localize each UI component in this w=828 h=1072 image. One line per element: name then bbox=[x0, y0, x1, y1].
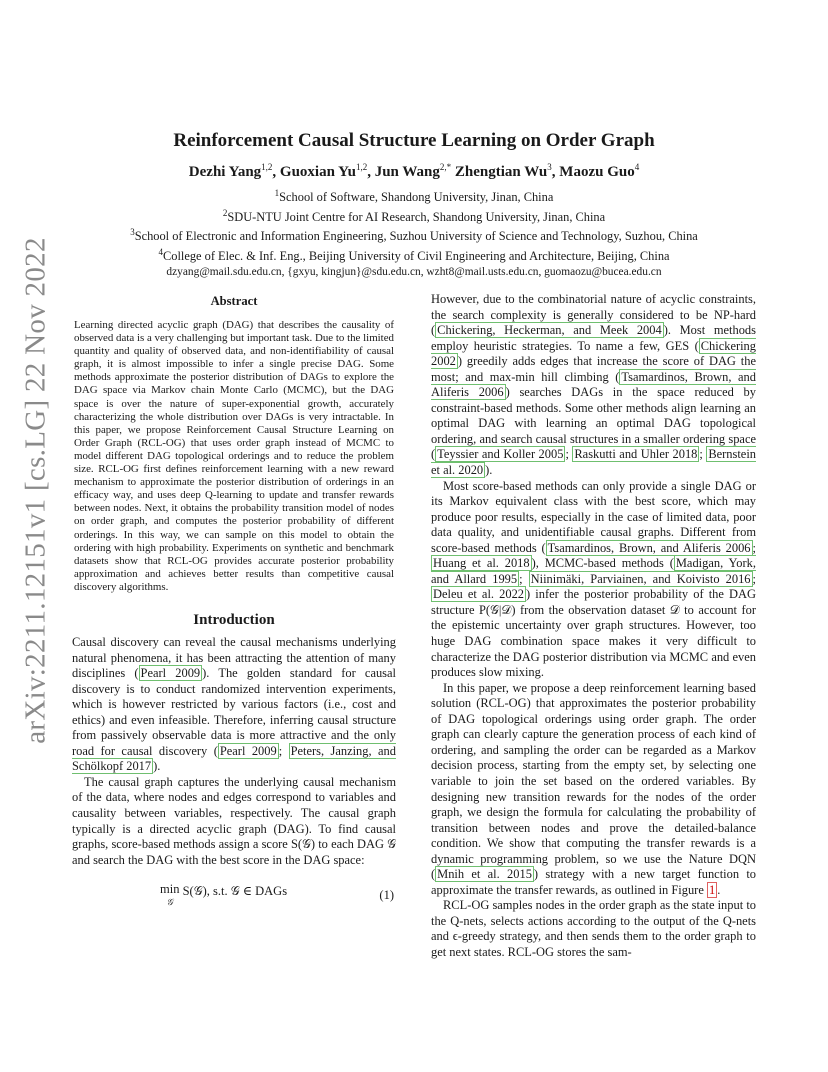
citation-link[interactable]: Madigan, York, and Allard 1995 bbox=[431, 556, 756, 586]
citation-link[interactable]: Pearl 2009 bbox=[140, 666, 201, 681]
citation-link[interactable]: Niinimäki, Parviainen, and Koivisto 2016 bbox=[530, 571, 751, 586]
equation-expression: S(𝒢), s.t. 𝒢 ∈ DAGs bbox=[182, 883, 288, 898]
author-name: Maozu Guo bbox=[559, 164, 635, 180]
citation-link[interactable]: Huang et al. 2018 bbox=[433, 556, 530, 571]
citation-link[interactable]: Pearl 2009 bbox=[219, 743, 277, 758]
abstract-text: Learning directed acyclic graph (DAG) that describes the causality of observed data is a very challenging but important task. Due to the limited quantity and quality of observed data, and non-identifiability of causal graph, it is almost impossible to infer a single precise DAG. Some methods approximate the posterior distribution of DAGs to explore the DAG space via Markov chain Monte Carlo (MCMC), but the DAG space is over the nature of super-exponential growth, accurately characterizing the whole distribution over DAGs is very intractable. In this paper, we propose Reinforcement Causal Structure Learning on Order Graph (RCL-OG) that uses order graph instead of MCMC to model different DAG topological orderings and to reduce the problem size. RCL-OG first defines reinforcement learning with a new reward mechanism to approximate the posterior distribution of orderings in an efficacy way, and uses deep Q-learning to update and transfer rewards between nodes. Next, it obtains the probability transition model of nodes on order graph, and computes the posterior probability of different orderings. In this way, we can sample on this model to obtain the ordering with high probability. Experiments on synthetic and benchmark datasets show that RCL-OG provides accurate posterior probability approximation and achieves better results than competitive causal discovery algorithms. bbox=[74, 319, 394, 593]
intro-paragraph-4: Most score-based methods can only provide a single DAG or its Markov equivalent class with the best score, which may produce poor results, especially in the case of limited data, poor data quality, and unidentifiable causal graphs. Different from score-based methods ( Tsamardinos, Brown, and Aliferis 2006 ; Huang et al. 2018 ), MCMC-based methods ( Madigan, York, and Allard 1995 ; Niinimäki, Parviainen, and Koivisto 2016 ; Deleu et al. 2022 ) infer the posterior probability of the DAG structure P(𝒢|𝒟) from the observation dataset 𝒟 to account for the epistemic uncertainty over graph structures. However, too huge DAG combination space makes it very difficult to characterize the DAG posterior distribution via MCMC and even produces slow mixing. bbox=[431, 478, 756, 680]
author-list: Dezhi Yang$^{1,2}$, Guoxian Yu$^{1,2}$, Jun Wang$^{2,*}$ Zhengtian Wu$^3$, Maozu Guo$^4$ bbox=[188, 162, 640, 180]
right-column bbox=[431, 292, 756, 961]
equation-number: (1) bbox=[379, 887, 394, 902]
introduction-heading: Introduction bbox=[193, 611, 275, 628]
figure-reference-link[interactable]: 1 bbox=[708, 882, 716, 897]
citation-link[interactable]: Deleu et al. 2022 bbox=[433, 587, 525, 602]
affiliation-line: $^2$SDU-NTU Joint Centre for AI Research, Shandong University, Jinan, China bbox=[222, 207, 606, 224]
affiliation-mark: 2 bbox=[222, 207, 228, 218]
affiliation-line: $^3$School of Electronic and Information Engineering, Suzhou University of Science and Technology, Suzhou, China bbox=[130, 227, 698, 244]
abstract-heading: Abstract bbox=[210, 294, 258, 308]
affiliation-list bbox=[72, 186, 756, 265]
arxiv-side-stamp bbox=[16, 236, 56, 744]
citation-link[interactable]: Chickering 2002 bbox=[431, 338, 756, 369]
intro-paragraph-1: Causal discovery can reveal the causal mechanisms underlying natural phenomena, it has been attracting the attention of many disciplines ( Pearl 2009 ). The golden standard for causal discovery is to conduct randomized intervention experiments, which is however restricted by various factors (i.e., cost and ethics) and even infeasible. Therefore, inferring causal structure from passively observable data is more attractive and the only road for causal discovery ( Pearl 2009 ; Peters, Janzing, and Schölkopf 2017 ). bbox=[72, 634, 396, 774]
equation-1 bbox=[72, 882, 396, 908]
intro-paragraph-6: RCL-OG samples nodes in the order graph as the state input to the Q-nets, selects actions according to the output of the Q-nets and ϵ-greedy strategy, and then sends them to the order graph to get next states. RCL-OG stores the sam- bbox=[431, 898, 756, 959]
citation-link[interactable]: Mnih et al. 2015 bbox=[437, 867, 532, 882]
author-affiliation-mark: 1,2 bbox=[355, 162, 368, 172]
author-affiliation-mark: 2,* bbox=[439, 162, 452, 172]
author-name: Zhengtian Wu bbox=[454, 164, 548, 180]
citation-link[interactable]: Bernstein et al. 2020 bbox=[431, 447, 756, 478]
equation-subscript: 𝒢 bbox=[166, 896, 173, 907]
citation-link[interactable]: Tsamardinos, Brown, and Aliferis 2006 bbox=[431, 369, 756, 400]
affiliation-mark: 3 bbox=[130, 227, 135, 238]
arxiv-identifier: arXiv:2211.12151v1 [cs.LG] 22 Nov 2022 bbox=[19, 236, 52, 744]
author-name: Dezhi Yang bbox=[188, 164, 262, 180]
affiliation-line: $^1$School of Software, Shandong University, Jinan, China bbox=[274, 188, 554, 205]
paper-header bbox=[72, 130, 756, 280]
author-name: Jun Wang bbox=[374, 164, 440, 180]
left-column bbox=[72, 292, 396, 908]
author-affiliation-mark: 4 bbox=[634, 162, 640, 172]
citation-link[interactable]: Peters, Janzing, and Schölkopf 2017 bbox=[72, 743, 396, 774]
affiliation-mark: 4 bbox=[158, 246, 163, 257]
author-affiliation-mark: 1,2 bbox=[261, 162, 273, 172]
citation-link[interactable]: Tsamardinos, Brown, and Aliferis 2006 bbox=[547, 540, 751, 555]
intro-paragraph-2: The causal graph captures the underlying causal mechanism of the data, where nodes and edges correspond to variables and causality between variables, respectively. The causal graph typically is a directed acyclic graph (DAG). To find causal graphs, score-based methods assign a score S(𝒢) to each DAG 𝒢 and search the DAG with the best score in the DAG space: bbox=[72, 774, 396, 867]
author-emails: dzyang@mail.sdu.edu.cn, {gxyu, kingjun}@sdu.edu.cn, wzht8@mail.usts.edu.cn, guomaozu@bucea.edu.cn bbox=[166, 265, 662, 278]
equation-body: min 𝒢 S(𝒢), s.t. 𝒢 ∈ DAGs bbox=[160, 881, 288, 907]
author-affiliation-mark: 3 bbox=[547, 162, 552, 172]
citation-link[interactable]: Teyssier and Koller 2005 bbox=[437, 447, 564, 462]
paper-title: Reinforcement Causal Structure Learning on Order Graph bbox=[173, 130, 655, 151]
author-name: Guoxian Yu bbox=[279, 164, 356, 180]
citation-link[interactable]: Chickering, Heckerman, and Meek 2004 bbox=[437, 323, 662, 338]
affiliation-line: $^4$College of Elec. & Inf. Eng., Beijing University of Civil Engineering and Architecture, Beijing, China bbox=[158, 246, 670, 263]
citation-link[interactable]: Raskutti and Uhler 2018 bbox=[574, 447, 698, 462]
affiliation-mark: 1 bbox=[274, 188, 280, 198]
intro-paragraph-3: However, due to the combinatorial nature of acyclic constraints, the search complexity is generally considered to be NP-hard ( Chickering, Heckerman, and Meek 2004 ). Most methods employ heuristic strategies. To name a few, GES ( Chickering 2002 ) greedily adds edges that increase the score of DAG the most; and max-min hill climbing ( Tsamardinos, Brown, and Aliferis 2006 ) searches DAGs in the space reduced by constraint-based methods. Some other methods align learning an optimal DAG with learning an optimal DAG topological ordering, and search causal structures in a smaller ordering space ( Teyssier and Koller 2005 ; Raskutti and Uhler 2018 ; Bernstein et al. 2020 ). bbox=[431, 292, 756, 478]
intro-paragraph-5: In this paper, we propose a deep reinforcement learning based solution (RCL-OG) that approximates the posterior probability of DAG topological orderings using order graph. The order graph can clearly capture the generation process of each kind of ordering, and sampling the order can be regarded as a Markov decision process, starting from the empty set, by selecting one variable to join the set based on the ordered variables. By designing new transition rewards for the nodes of the order graph, we design the formula for calculating the probability of transition between nodes and prove the detailed-balance condition. We show that computing the transfer rewards is a dynamic programming problem, so we use the Nature DQN ( Mnih et al. 2015 ) strategy with a new target function to approximate the transfer rewards, as outlined in Figure 1 . bbox=[431, 680, 757, 897]
